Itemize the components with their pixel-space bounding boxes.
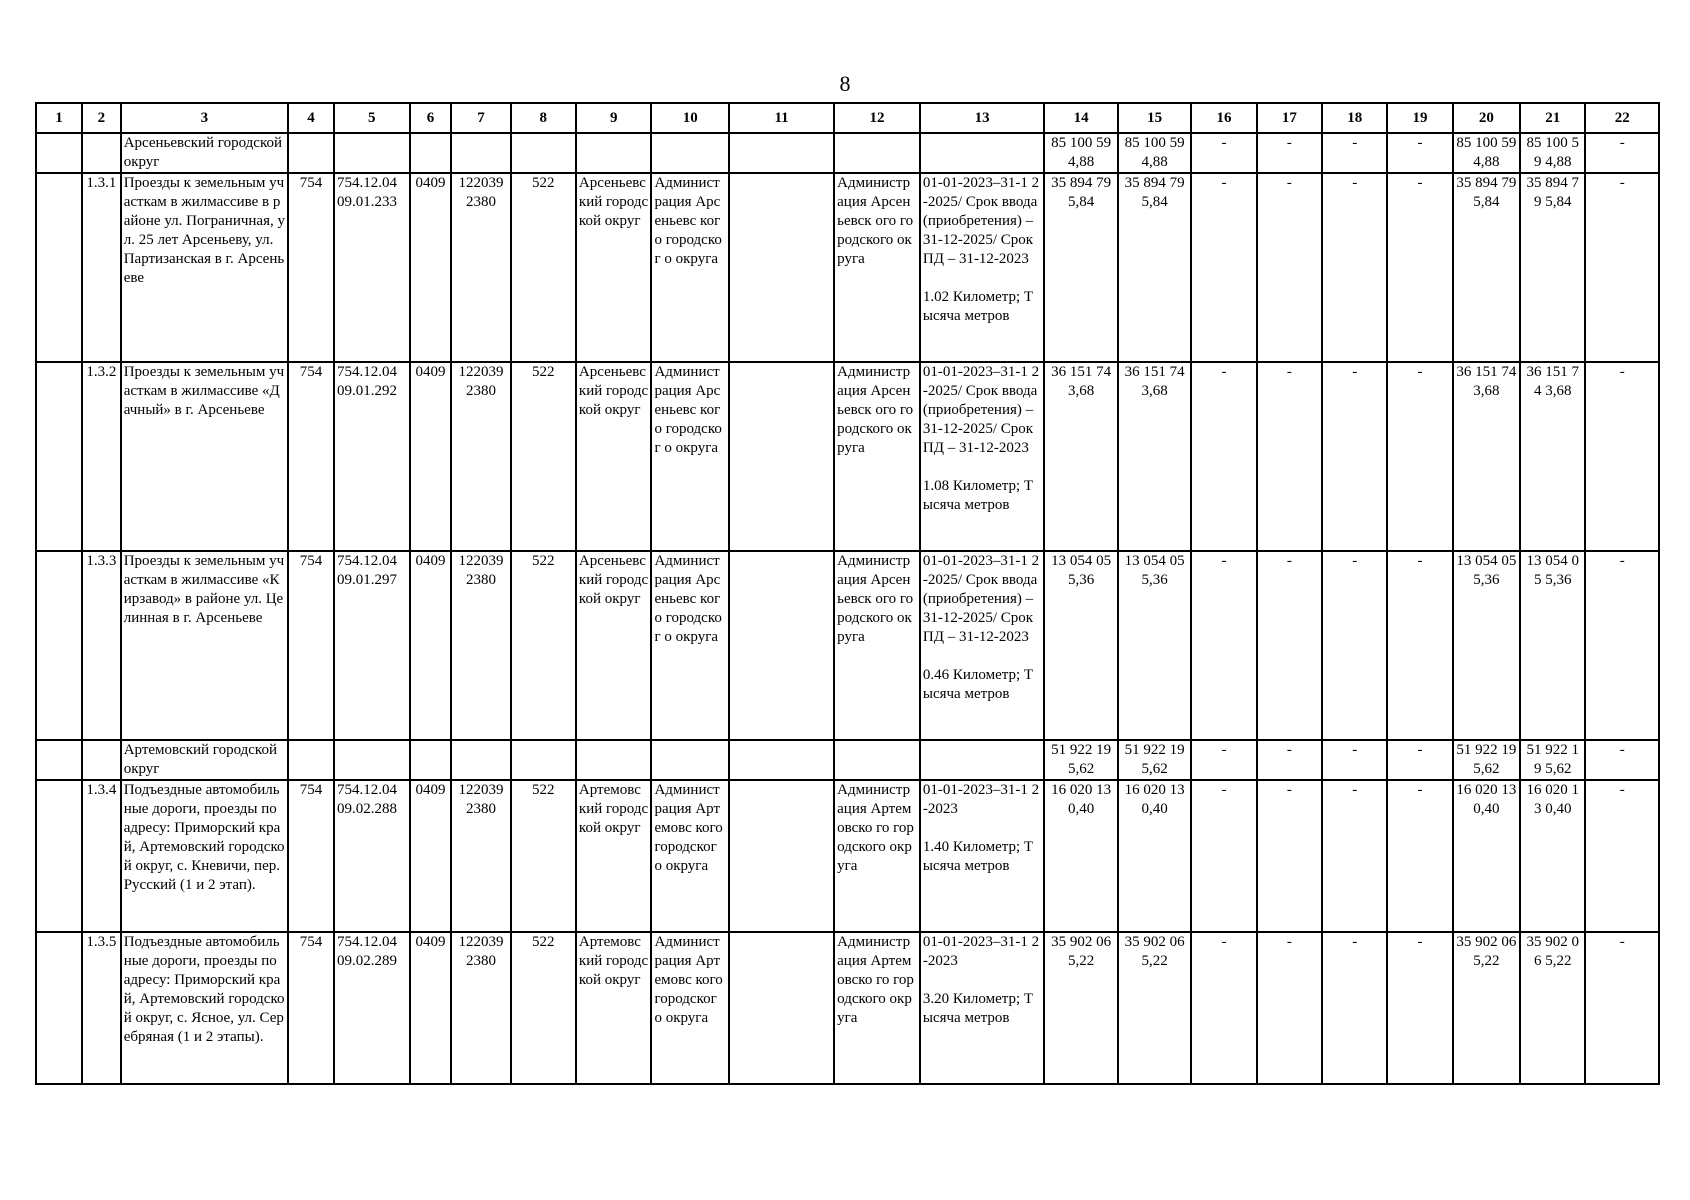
column-header-6: 6 bbox=[410, 103, 452, 133]
cell-col-17: - bbox=[1257, 740, 1322, 780]
cell-col-15: 85 100 59 4,88 bbox=[1118, 133, 1191, 173]
cell-col-3: Подъездные автомобильные дороги, проезды по адресу: Приморский край, Артемовский городской округ, с. Ясное, ул. Серебряная (1 и 2 этапы). bbox=[121, 932, 288, 1084]
cell-col-12 bbox=[834, 133, 920, 173]
cell-col-15: 16 020 13 0,40 bbox=[1118, 780, 1191, 932]
cell-col-18: - bbox=[1322, 740, 1387, 780]
cell-col-11 bbox=[729, 133, 834, 173]
cell-col-2 bbox=[82, 740, 121, 780]
cell-col-22: - bbox=[1585, 173, 1659, 362]
cell-col-8: 522 bbox=[511, 362, 576, 551]
cell-col-4: 754 bbox=[288, 173, 334, 362]
column-header-4: 4 bbox=[288, 103, 334, 133]
cell-col-17: - bbox=[1257, 173, 1322, 362]
cell-col-16: - bbox=[1191, 133, 1256, 173]
cell-col-22: - bbox=[1585, 932, 1659, 1084]
cell-col-10: Админист рация Артемовс кого городског о округа bbox=[651, 932, 729, 1084]
cell-col-6: 0409 bbox=[410, 173, 452, 362]
cell-col-10: Админист рация Арсеньевс кого городског о округа bbox=[651, 173, 729, 362]
cell-col-12 bbox=[834, 740, 920, 780]
cell-col-22: - bbox=[1585, 362, 1659, 551]
column-header-20: 20 bbox=[1453, 103, 1520, 133]
column-header-15: 15 bbox=[1118, 103, 1191, 133]
cell-col-20: 35 902 06 5,22 bbox=[1453, 932, 1520, 1084]
table-row bbox=[36, 932, 1659, 1084]
table-row bbox=[36, 362, 1659, 551]
cell-col-8: 522 bbox=[511, 932, 576, 1084]
cell-col-17: - bbox=[1257, 932, 1322, 1084]
cell-col-17: - bbox=[1257, 551, 1322, 740]
cell-col-16: - bbox=[1191, 932, 1256, 1084]
column-header-7: 7 bbox=[451, 103, 510, 133]
cell-col-19: - bbox=[1387, 362, 1452, 551]
cell-col-20: 85 100 59 4,88 bbox=[1453, 133, 1520, 173]
cell-col-14: 36 151 74 3,68 bbox=[1044, 362, 1117, 551]
cell-col-11 bbox=[729, 362, 834, 551]
column-header-12: 12 bbox=[834, 103, 920, 133]
cell-col-18: - bbox=[1322, 133, 1387, 173]
cell-col-15: 51 922 19 5,62 bbox=[1118, 740, 1191, 780]
column-header-3: 3 bbox=[121, 103, 288, 133]
cell-col-10 bbox=[651, 133, 729, 173]
cell-col-4: 754 bbox=[288, 362, 334, 551]
cell-col-16: - bbox=[1191, 362, 1256, 551]
cell-col-3: Проезды к земельным участкам в жилмассиве «Кирзавод» в районе ул. Целинная в г. Арсеньеве bbox=[121, 551, 288, 740]
column-header-13: 13 bbox=[920, 103, 1045, 133]
cell-col-18: - bbox=[1322, 551, 1387, 740]
cell-col-13: 01-01-2023–31-1 2-2025/ Срок ввода (приобретения) – 31-12-2025/ Срок ПД – 31-12-2023 0.46 Километр; Тысяча метров bbox=[920, 551, 1045, 740]
cell-col-20: 13 054 05 5,36 bbox=[1453, 551, 1520, 740]
cell-col-3: Артемовский городской округ bbox=[121, 740, 288, 780]
cell-col-7: 122039 2380 bbox=[451, 362, 510, 551]
budget-table bbox=[35, 102, 1660, 1085]
cell-col-19: - bbox=[1387, 932, 1452, 1084]
cell-col-10 bbox=[651, 740, 729, 780]
table-row bbox=[36, 780, 1659, 932]
cell-col-4 bbox=[288, 133, 334, 173]
cell-col-1 bbox=[36, 932, 82, 1084]
cell-col-6: 0409 bbox=[410, 551, 452, 740]
cell-col-17: - bbox=[1257, 133, 1322, 173]
cell-col-21: 13 054 05 5,36 bbox=[1520, 551, 1585, 740]
column-header-14: 14 bbox=[1044, 103, 1117, 133]
cell-col-9: Арсеньевс кий городской округ bbox=[576, 551, 652, 740]
group-row bbox=[36, 740, 1659, 780]
cell-col-13 bbox=[920, 133, 1045, 173]
cell-col-21: 51 922 19 5,62 bbox=[1520, 740, 1585, 780]
cell-col-5: 754.12.04 09.02.288 bbox=[334, 780, 410, 932]
cell-col-15: 13 054 05 5,36 bbox=[1118, 551, 1191, 740]
cell-col-12: Администр ация Арсеньевск ого городского округа bbox=[834, 173, 920, 362]
cell-col-2: 1.3.5 bbox=[82, 932, 121, 1084]
cell-col-3: Подъездные автомобильные дороги, проезды по адресу: Приморский край, Артемовский городской округ, с. Кневичи, пер. Русский (1 и 2 этап). bbox=[121, 780, 288, 932]
cell-col-16: - bbox=[1191, 551, 1256, 740]
table-row bbox=[36, 551, 1659, 740]
cell-col-19: - bbox=[1387, 173, 1452, 362]
cell-col-1 bbox=[36, 780, 82, 932]
cell-col-8 bbox=[511, 740, 576, 780]
column-header-8: 8 bbox=[511, 103, 576, 133]
cell-col-2 bbox=[82, 133, 121, 173]
cell-col-8: 522 bbox=[511, 551, 576, 740]
table-row bbox=[36, 173, 1659, 362]
cell-col-1 bbox=[36, 740, 82, 780]
cell-col-20: 35 894 79 5,84 bbox=[1453, 173, 1520, 362]
cell-col-6 bbox=[410, 133, 452, 173]
cell-col-21: 36 151 74 3,68 bbox=[1520, 362, 1585, 551]
cell-col-19: - bbox=[1387, 551, 1452, 740]
cell-col-7: 122039 2380 bbox=[451, 173, 510, 362]
table-body bbox=[36, 133, 1659, 1084]
cell-col-5: 754.12.04 09.01.233 bbox=[334, 173, 410, 362]
cell-col-13: 01-01-2023–31-1 2-2023 1.40 Километр; Тысяча метров bbox=[920, 780, 1045, 932]
column-header-5: 5 bbox=[334, 103, 410, 133]
cell-col-12: Администр ация Арсеньевск ого городского округа bbox=[834, 551, 920, 740]
cell-col-3: Проезды к земельным участкам в жилмассиве в районе ул. Пограничная, ул. 25 лет Арсеньеву, ул. Партизанская в г. Арсеньеве bbox=[121, 173, 288, 362]
cell-col-9: Арсеньевс кий городской округ bbox=[576, 173, 652, 362]
cell-col-11 bbox=[729, 932, 834, 1084]
cell-col-18: - bbox=[1322, 932, 1387, 1084]
cell-col-11 bbox=[729, 173, 834, 362]
cell-col-3: Арсеньевский городской округ bbox=[121, 133, 288, 173]
cell-col-4: 754 bbox=[288, 780, 334, 932]
cell-col-7: 122039 2380 bbox=[451, 780, 510, 932]
cell-col-7: 122039 2380 bbox=[451, 932, 510, 1084]
cell-col-16: - bbox=[1191, 173, 1256, 362]
cell-col-21: 35 894 79 5,84 bbox=[1520, 173, 1585, 362]
cell-col-12: Администр ация Арсеньевск ого городского округа bbox=[834, 362, 920, 551]
cell-col-9: Артемовс кий городской округ bbox=[576, 780, 652, 932]
cell-col-9 bbox=[576, 740, 652, 780]
cell-col-19: - bbox=[1387, 133, 1452, 173]
cell-col-21: 85 100 59 4,88 bbox=[1520, 133, 1585, 173]
cell-col-17: - bbox=[1257, 362, 1322, 551]
cell-col-7 bbox=[451, 133, 510, 173]
cell-col-8: 522 bbox=[511, 780, 576, 932]
cell-col-18: - bbox=[1322, 362, 1387, 551]
cell-col-14: 13 054 05 5,36 bbox=[1044, 551, 1117, 740]
cell-col-17: - bbox=[1257, 780, 1322, 932]
cell-col-9 bbox=[576, 133, 652, 173]
cell-col-14: 85 100 59 4,88 bbox=[1044, 133, 1117, 173]
cell-col-9: Арсеньевс кий городской округ bbox=[576, 362, 652, 551]
page-number: 8 bbox=[839, 71, 851, 96]
column-header-19: 19 bbox=[1387, 103, 1452, 133]
cell-col-18: - bbox=[1322, 173, 1387, 362]
cell-col-7 bbox=[451, 740, 510, 780]
column-header-2: 2 bbox=[82, 103, 121, 133]
cell-col-8 bbox=[511, 133, 576, 173]
cell-col-8: 522 bbox=[511, 173, 576, 362]
cell-col-3: Проезды к земельным участкам в жилмассиве «Дачный» в г. Арсеньеве bbox=[121, 362, 288, 551]
cell-col-6 bbox=[410, 740, 452, 780]
column-header-16: 16 bbox=[1191, 103, 1256, 133]
cell-col-6: 0409 bbox=[410, 362, 452, 551]
cell-col-14: 35 894 79 5,84 bbox=[1044, 173, 1117, 362]
cell-col-5: 754.12.04 09.02.289 bbox=[334, 932, 410, 1084]
cell-col-15: 35 894 79 5,84 bbox=[1118, 173, 1191, 362]
cell-col-18: - bbox=[1322, 780, 1387, 932]
cell-col-4 bbox=[288, 740, 334, 780]
cell-col-11 bbox=[729, 780, 834, 932]
column-header-1: 1 bbox=[36, 103, 82, 133]
cell-col-2: 1.3.4 bbox=[82, 780, 121, 932]
column-header-10: 10 bbox=[651, 103, 729, 133]
cell-col-16: - bbox=[1191, 740, 1256, 780]
cell-col-19: - bbox=[1387, 740, 1452, 780]
cell-col-11 bbox=[729, 551, 834, 740]
column-header-18: 18 bbox=[1322, 103, 1387, 133]
cell-col-12: Администр ация Артемовско го городского округа bbox=[834, 780, 920, 932]
cell-col-2: 1.3.1 bbox=[82, 173, 121, 362]
column-header-17: 17 bbox=[1257, 103, 1322, 133]
cell-col-1 bbox=[36, 173, 82, 362]
cell-col-5 bbox=[334, 740, 410, 780]
cell-col-15: 36 151 74 3,68 bbox=[1118, 362, 1191, 551]
cell-col-21: 16 020 13 0,40 bbox=[1520, 780, 1585, 932]
cell-col-22: - bbox=[1585, 133, 1659, 173]
cell-col-13: 01-01-2023–31-1 2-2025/ Срок ввода (приобретения) – 31-12-2025/ Срок ПД – 31-12-2023 1.02 Километр; Тысяча метров bbox=[920, 173, 1045, 362]
cell-col-19: - bbox=[1387, 780, 1452, 932]
cell-col-13 bbox=[920, 740, 1045, 780]
cell-col-20: 16 020 13 0,40 bbox=[1453, 780, 1520, 932]
cell-col-22: - bbox=[1585, 780, 1659, 932]
cell-col-1 bbox=[36, 551, 82, 740]
cell-col-5: 754.12.04 09.01.297 bbox=[334, 551, 410, 740]
cell-col-10: Админист рация Арсеньевс кого городског о округа bbox=[651, 362, 729, 551]
cell-col-10: Админист рация Артемовс кого городског о округа bbox=[651, 780, 729, 932]
cell-col-6: 0409 bbox=[410, 932, 452, 1084]
cell-col-6: 0409 bbox=[410, 780, 452, 932]
cell-col-4: 754 bbox=[288, 932, 334, 1084]
header-row bbox=[36, 103, 1659, 133]
cell-col-22: - bbox=[1585, 551, 1659, 740]
column-header-11: 11 bbox=[729, 103, 834, 133]
cell-col-20: 36 151 74 3,68 bbox=[1453, 362, 1520, 551]
cell-col-2: 1.3.2 bbox=[82, 362, 121, 551]
column-header-22: 22 bbox=[1585, 103, 1659, 133]
cell-col-21: 35 902 06 5,22 bbox=[1520, 932, 1585, 1084]
cell-col-10: Админист рация Арсеньевс кого городског о округа bbox=[651, 551, 729, 740]
column-header-9: 9 bbox=[576, 103, 652, 133]
cell-col-9: Артемовс кий городской округ bbox=[576, 932, 652, 1084]
cell-col-15: 35 902 06 5,22 bbox=[1118, 932, 1191, 1084]
cell-col-5: 754.12.04 09.01.292 bbox=[334, 362, 410, 551]
cell-col-14: 16 020 13 0,40 bbox=[1044, 780, 1117, 932]
group-row bbox=[36, 133, 1659, 173]
cell-col-22: - bbox=[1585, 740, 1659, 780]
cell-col-13: 01-01-2023–31-1 2-2025/ Срок ввода (приобретения) – 31-12-2025/ Срок ПД – 31-12-2023 1.08 Километр; Тысяча метров bbox=[920, 362, 1045, 551]
cell-col-1 bbox=[36, 133, 82, 173]
cell-col-11 bbox=[729, 740, 834, 780]
cell-col-13: 01-01-2023–31-1 2-2023 3.20 Километр; Тысяча метров bbox=[920, 932, 1045, 1084]
cell-col-12: Администр ация Артемовско го городского округа bbox=[834, 932, 920, 1084]
cell-col-7: 122039 2380 bbox=[451, 551, 510, 740]
cell-col-1 bbox=[36, 362, 82, 551]
cell-col-16: - bbox=[1191, 780, 1256, 932]
cell-col-4: 754 bbox=[288, 551, 334, 740]
cell-col-2: 1.3.3 bbox=[82, 551, 121, 740]
cell-col-5 bbox=[334, 133, 410, 173]
cell-col-14: 35 902 06 5,22 bbox=[1044, 932, 1117, 1084]
cell-col-14: 51 922 19 5,62 bbox=[1044, 740, 1117, 780]
column-header-21: 21 bbox=[1520, 103, 1585, 133]
cell-col-20: 51 922 19 5,62 bbox=[1453, 740, 1520, 780]
